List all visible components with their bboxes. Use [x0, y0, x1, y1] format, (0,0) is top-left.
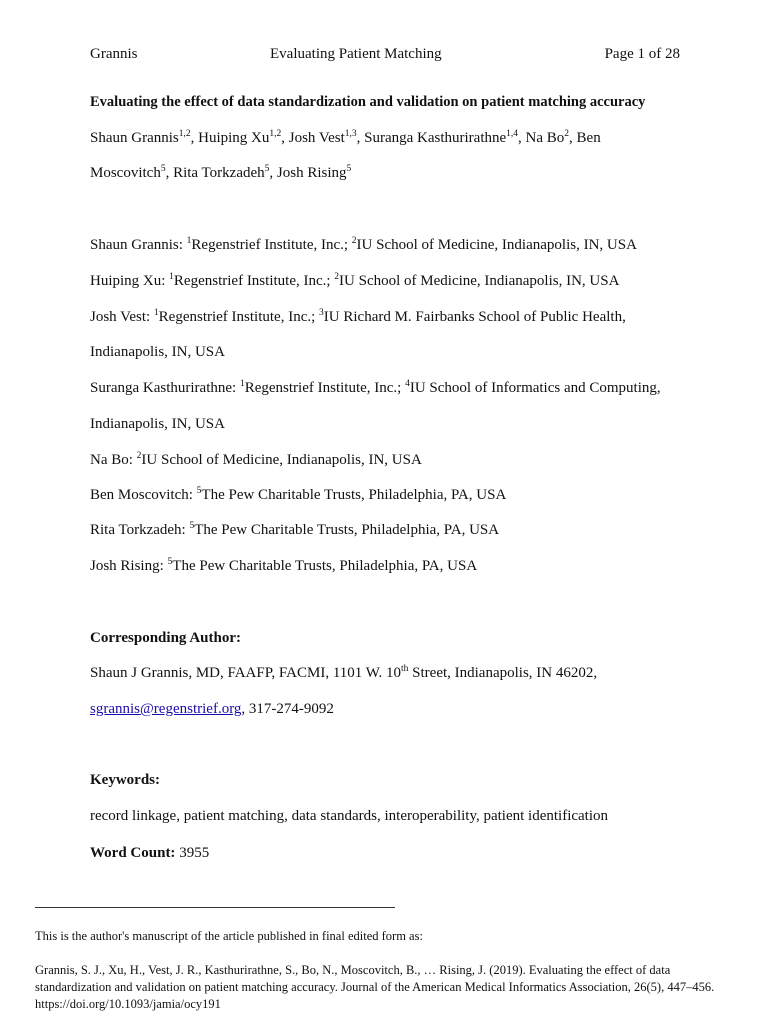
- corresponding-author-address: [90, 665, 597, 682]
- corresponding-author-contact: [90, 701, 334, 718]
- affiliation-sup: 5: [196, 486, 202, 496]
- author-sup: 1,4: [506, 129, 519, 139]
- affiliation-label: Huiping Xu:: [90, 273, 166, 289]
- header-page-number: Page 1 of 28: [604, 46, 680, 62]
- affiliation-sup: 2: [136, 451, 142, 461]
- email-link[interactable]: sgrannis@regenstrief.org: [90, 701, 242, 717]
- address-sup: th: [401, 664, 409, 674]
- word-count-label: Word Count:: [90, 845, 176, 861]
- author-list-line-2: Moscovitch$^5$, Rita Torkzadeh$^5$, Josh Rising$^5$: [90, 164, 352, 181]
- header-short-title: Evaluating Patient Matching: [270, 46, 442, 62]
- affiliation-text: Regenstrief Institute, Inc.;: [244, 380, 402, 396]
- affiliation-text: Regenstrief Institute, Inc.;: [158, 309, 316, 325]
- word-count: [90, 845, 209, 862]
- author-name: Huiping Xu: [198, 130, 270, 146]
- author-name-part: Ben: [576, 130, 601, 146]
- keywords-heading: Keywords:: [90, 772, 160, 788]
- affiliation-moscovitch: [90, 487, 506, 504]
- paper-title: Evaluating the effect of data standardization and validation on patient matching accuracy: [90, 94, 646, 110]
- author-sup: 2: [564, 129, 570, 139]
- affiliation-grannis: [90, 237, 637, 254]
- affiliation-xu: [90, 273, 619, 290]
- author-name-part: Moscovitch: [90, 165, 161, 181]
- author-sup: 1,3: [344, 129, 357, 139]
- author-sup: 1,2: [178, 129, 191, 139]
- affiliation-text: The Pew Charitable Trusts, Philadelphia, PA, USA: [201, 487, 507, 503]
- keywords-text: record linkage, patient matching, data standards, interoperability, patient identification: [90, 808, 609, 824]
- affiliation-bo: [90, 452, 422, 469]
- affiliation-sup: 1: [239, 379, 245, 389]
- affiliation-label: Ben Moscovitch:: [90, 487, 193, 503]
- affiliation-sup: 2: [334, 272, 340, 282]
- affiliation-text: IU School of Medicine, Indianapolis, IN, USA: [141, 452, 422, 468]
- phone-number: , 317-274-9092: [241, 701, 334, 717]
- author-name: Suranga Kasthurirathne: [364, 130, 507, 146]
- affiliation-rising: [90, 558, 477, 575]
- affiliation-sup: 1: [169, 272, 174, 282]
- affiliation-sup: 1: [186, 236, 192, 246]
- affiliation-label: Shaun Grannis:: [90, 237, 183, 253]
- author-sup: 5: [264, 164, 270, 174]
- footnote-divider: [35, 907, 395, 908]
- affiliation-text: The Pew Charitable Trusts, Philadelphia, PA, USA: [172, 558, 478, 574]
- affiliation-text: IU School of Medicine, Indianapolis, IN, USA: [356, 237, 637, 253]
- author-sup: 1,2: [269, 129, 282, 139]
- running-header: [90, 46, 680, 66]
- affiliation-label: Rita Torkzadeh:: [90, 522, 186, 538]
- corresponding-author-heading: Corresponding Author:: [90, 630, 241, 646]
- affiliation-label: Suranga Kasthurirathne:: [90, 380, 237, 396]
- header-author: Grannis: [90, 46, 138, 62]
- author-sup: 5: [160, 164, 166, 174]
- affiliation-kasthurirathne: [90, 380, 661, 397]
- address-text: Street, Indianapolis, IN 46202,: [412, 665, 598, 681]
- affiliation-text: IU School of Medicine, Indianapolis, IN, USA: [339, 273, 620, 289]
- affiliation-vest-cont: Indianapolis, IN, USA: [90, 344, 225, 360]
- affiliation-torkzadeh: [90, 522, 499, 539]
- author-name: Shaun Grannis: [90, 130, 179, 146]
- affiliation-label: Josh Vest:: [90, 309, 151, 325]
- affiliation-label: Josh Rising:: [90, 558, 164, 574]
- affiliation-sup: 2: [351, 236, 357, 246]
- affiliation-kasthurirathne-cont: Indianapolis, IN, USA: [90, 416, 225, 432]
- footnote-citation: Grannis, S. J., Xu, H., Vest, J. R., Kasthurirathne, S., Bo, N., Moscovitch, B., … Rising, J. (2019). Evaluating the effect of data standardization and validation on patient matching accuracy. Journal of the American Medical Informatics Association, 26(5), 447–456. https://doi.org/10.1093/jamia/ocy191: [35, 963, 715, 1011]
- author-name: Rita Torkzadeh: [173, 165, 265, 181]
- affiliation-text: IU Richard M. Fairbanks School of Public Health,: [323, 309, 626, 325]
- affiliation-text: Regenstrief Institute, Inc.;: [173, 273, 331, 289]
- author-name: Na Bo: [525, 130, 565, 146]
- footnote-intro: This is the author's manuscript of the article published in final edited form as:: [35, 929, 423, 943]
- affiliation-sup: 5: [167, 557, 173, 567]
- author-sup: 5: [346, 164, 352, 174]
- affiliation-text: IU School of Informatics and Computing,: [409, 380, 661, 396]
- affiliation-sup: 1: [153, 308, 159, 318]
- author-name: Josh Rising: [276, 165, 347, 181]
- address-text: Shaun J Grannis, MD, FAAFP, FACMI, 1101 W. 10: [90, 665, 402, 681]
- affiliation-text: Regenstrief Institute, Inc.;: [191, 237, 349, 253]
- affiliation-sup: 5: [189, 521, 195, 531]
- author-name: Josh Vest: [288, 130, 345, 146]
- affiliation-vest: [90, 309, 626, 326]
- affiliation-sup: 3: [319, 308, 324, 318]
- affiliation-label: Na Bo:: [90, 452, 133, 468]
- word-count-value: 3955: [179, 845, 210, 861]
- affiliation-sup: 4: [405, 379, 410, 389]
- affiliation-text: The Pew Charitable Trusts, Philadelphia, PA, USA: [194, 522, 500, 538]
- author-list-line-1: Shaun Grannis$^{1,2}$, Huiping Xu$^{1,2}$, Josh Vest$^{1,3}$, Suranga Kasthurirathne$^{1,4}$, Na Bo$^2$, Ben: [90, 129, 601, 146]
